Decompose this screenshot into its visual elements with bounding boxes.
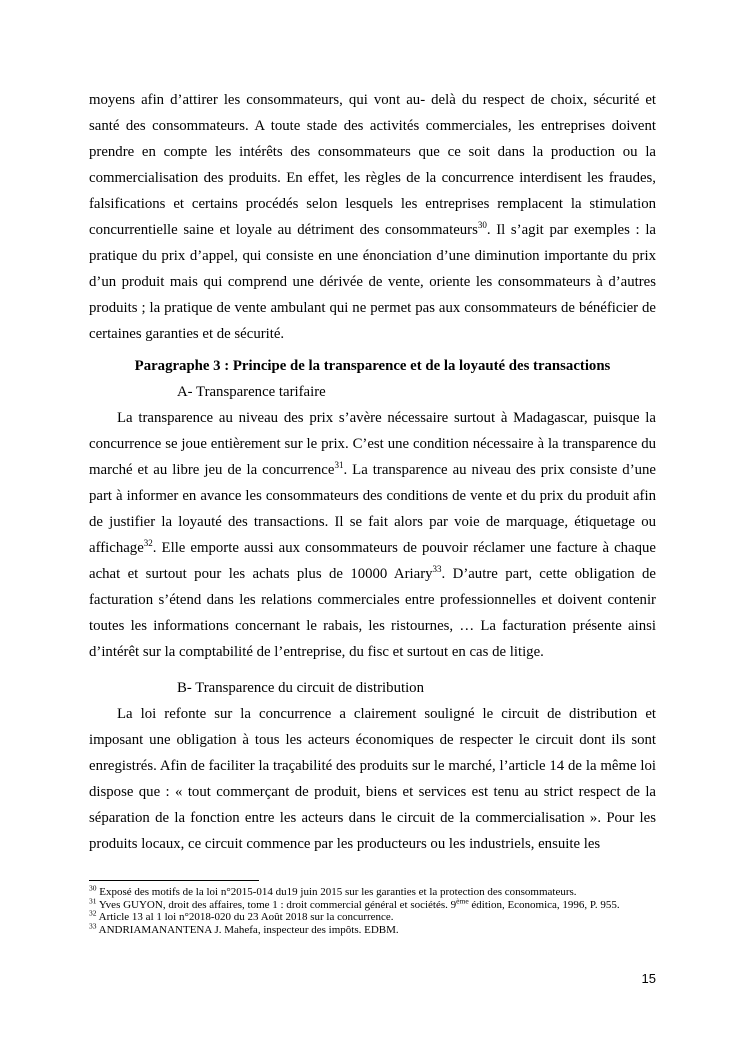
footnotes (89, 883, 656, 936)
section-a-paragraph: La transparence au niveau des prix s’avère nécessaire surtout à Madagascar, puisque la concurrence se joue entièrement sur le prix. C’est une condition nécessaire à la transparence du marché et au libre jeu de la concurrence$^{31}$. La transparence au niveau des prix consiste d’une part à informer en avance les consommateurs des conditions de vente et du prix du produit afin de justifier la loyauté des transactions. Il se fait alors par voie de marquage, étiquetage ou affichage$^{32}$. Elle emporte aussi aux consommateurs de pouvoir réclamer une facture à chaque achat et surtout pour les achats plus de 10000 Ariary$^{33}$. D’autre part, cette obligation de facturation s’étend dans les relations commerciales entre professionnelles et doivent contenir toutes les informations concernant le rabais, les ristournes, … La facturation présente ainsi d’intérêt sur la comptabilité de l’entreprise, du fisc et surtout en cas de litige. (89, 410, 656, 660)
footnote-33: $^{33}$ ANDRIAMANANTENA J. Mahefa, inspecteur des impôts. EDBM. (89, 920, 399, 936)
footnote-ref-32: 32 (143, 538, 153, 549)
footnote-ref-31: 31 (334, 460, 344, 471)
intro-paragraph: moyens afin d’attirer les consommateurs, qui vont au- delà du respect de choix, sécurité et santé des consommateurs. A toute stade des activités commerciales, les entreprises doivent prendre en compte les intérêts des consommateurs que ce soit dans la production ou la commercialisation des produits. En effet, les règles de la concurrence interdisent les fraudes, falsifications et certains procédés selon lesquels les entreprises remplacent la stimulation concurrentielle saine et loyale au détriment des consommateurs$^{30}$. Il s’agit par exemples : la pratique du prix d’appel, qui consiste en une énonciation d’une diminution importante du prix d’un produit mais qui comprend une dérivée de vente, oriente les consommateurs à d’autres produits ; la pratique de vente ambulant qui ne permet pas aux consommateurs de bénéficier de certaines garanties et de sécurité. (89, 92, 656, 342)
footnote-31: $^{31}$ Yves GUYON, droit des affaires, tome 1 : droit commercial général et sociétés. 9ème édition, Economica, 1996, P. 955. (89, 895, 620, 911)
footnote-ref-33: 33 (432, 564, 442, 575)
body-text (89, 87, 656, 857)
footnote-ref-30: 30 (477, 220, 487, 231)
section-a-title: A- Transparence tarifaire (177, 384, 326, 400)
section-b-paragraph: La loi refonte sur la concurrence a clairement souligné le circuit de distribution et imposant une obligation à tous les acteurs économiques de respecter le circuit dont ils sont enregistrés. Afin de faciliter la traçabilité des produits sur le marché, l’article 14 de la même loi dispose que : « tout commerçant de produit, biens et services est tenu au strict respect de la séparation de la fonction entre les acteurs dans le circuit de la commercialisation ». Pour les produits locaux, ce circuit commence par les producteurs ou les industriels, ensuite les (89, 706, 656, 852)
footnote-separator (89, 880, 259, 881)
footnote-32: $^{32}$ Article 13 al 1 loi n°2018-020 du 23 Août 2018 sur la concurrence. (89, 908, 394, 923)
paragraph-heading: Paragraphe 3 : Principe de la transparence et de la loyauté des transactions (134, 358, 611, 374)
page-number: 15 (641, 971, 656, 986)
footnote-30: $^{30}$ Exposé des motifs de la loi n°2015-014 du19 juin 2015 sur les garanties et la protection des consommateurs. (89, 883, 577, 898)
section-b-title: B- Transparence du circuit de distribution (177, 680, 424, 696)
